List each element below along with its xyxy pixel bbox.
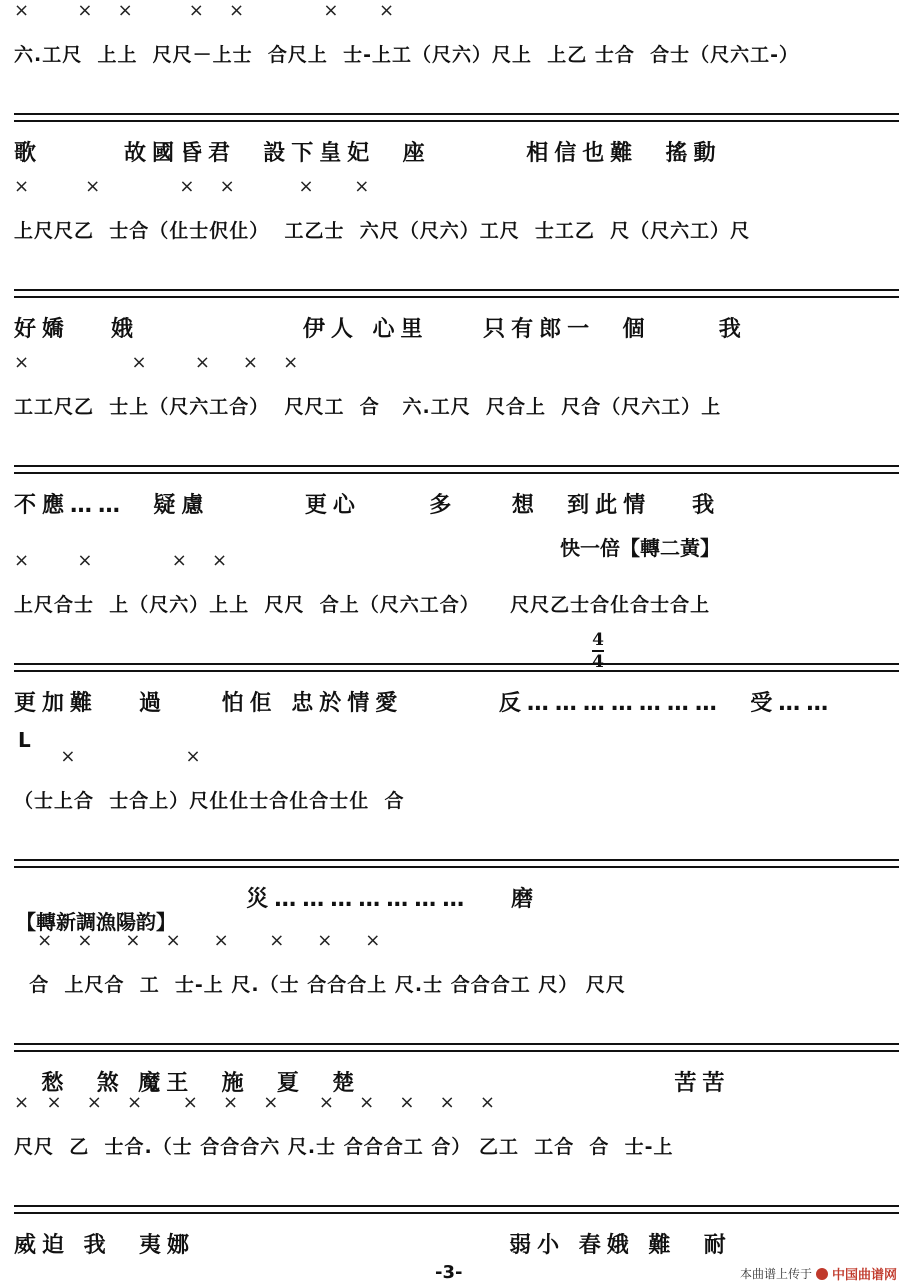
underline-beams bbox=[14, 663, 899, 672]
corner-mark: L bbox=[18, 728, 31, 752]
score-row-6 bbox=[14, 930, 899, 1096]
gongche-notation: 尺尺 乙 士合.（士 合合合六 尺.士 合合合工 合） 乙工 工合 合 士-上 bbox=[14, 1136, 674, 1158]
beat-marks: × × × × × × × × bbox=[14, 930, 383, 951]
underline-beams bbox=[14, 289, 899, 298]
beat-marks: × × × × × bbox=[14, 352, 301, 373]
lyrics-line: 不應…… 疑慮 更心 多 想 到此情 我 bbox=[14, 493, 721, 518]
score-row-7 bbox=[14, 1092, 899, 1257]
lyrics-line: 愁 煞 魔王 施 夏 楚 苦苦 bbox=[14, 1071, 731, 1096]
tune-change-marker: 【轉新調漁陽韵】 bbox=[16, 910, 176, 934]
score-row-4 bbox=[14, 550, 899, 730]
jianpu-notation bbox=[14, 636, 899, 678]
lyrics-line: 好嬌 娥 伊人 心里 只有郎一 個 我 bbox=[14, 317, 747, 342]
jianpu-notation bbox=[14, 262, 899, 304]
score-row-5 bbox=[14, 746, 899, 912]
underline-beams bbox=[14, 113, 899, 122]
lyrics-line: 歌 故國昏君 設下皇妃 座 相信也難 搖動 bbox=[14, 141, 722, 166]
tempo-marker: 快一倍【轉二黃】 bbox=[560, 536, 720, 560]
lyrics-line: 更加難 過 怕佢 忠於情愛 反………………… 受…… bbox=[14, 691, 835, 716]
time-signature-4-4: 4 4 bbox=[592, 630, 604, 672]
underline-beams bbox=[14, 465, 899, 474]
underline-beams bbox=[14, 1205, 899, 1214]
page-number: -3- bbox=[435, 1262, 463, 1283]
footer-text: 本曲谱上传于 bbox=[739, 1267, 812, 1281]
beat-marks: × × × × × × bbox=[14, 176, 372, 197]
lyrics-line: 威迫 我 夷娜 弱小 春娥 難 耐 bbox=[14, 1233, 732, 1258]
jianpu-notation bbox=[14, 1016, 899, 1058]
lyrics-line: 災………………… 磨 bbox=[14, 887, 540, 912]
beat-marks: × × × × × × × bbox=[14, 0, 397, 21]
footer-attribution bbox=[740, 1264, 897, 1283]
site-name[interactable]: 中国曲谱网 bbox=[831, 1268, 897, 1283]
gongche-notation: 六.工尺 上上 尺尺－上士 合尺上 士-上工（尺六）尺上 上乙 士合 合士（尺六工-） bbox=[14, 44, 799, 66]
beat-marks: × × bbox=[14, 746, 203, 767]
beat-marks: × × × × bbox=[14, 550, 230, 571]
jianpu-notation bbox=[14, 832, 899, 874]
gongche-notation: 合 上尺合 工 士-上 尺.（士 合合合上 尺.士 合合合工 尺） 尺尺 bbox=[14, 974, 626, 996]
jianpu-notation bbox=[14, 438, 899, 480]
score-row-3 bbox=[14, 352, 899, 532]
gongche-notation: 上尺尺乙 士合（仩士伬仩） 工乙士 六尺（尺六）工尺 士工乙 尺（尺六工）尺 bbox=[14, 220, 751, 242]
jianpu-notation bbox=[14, 86, 899, 128]
gongche-notation: 上尺合士 上（尺六）上上 尺尺 合上（尺六工合） 尺尺乙士合仩合士合上 bbox=[14, 594, 711, 616]
score-row-1 bbox=[14, 0, 899, 180]
underline-beams bbox=[14, 859, 899, 868]
gongche-notation: 工工尺乙 士上（尺六工合） 尺尺工 合 六.工尺 尺合上 尺合（尺六工）上 bbox=[14, 396, 722, 418]
underline-beams bbox=[14, 1043, 899, 1052]
jianpu-notation bbox=[14, 1178, 899, 1220]
site-logo-icon bbox=[816, 1268, 828, 1280]
score-row-2 bbox=[14, 176, 899, 356]
gongche-notation: （士上合 士合上）尺仩仩士合仩合士仩 合 bbox=[14, 790, 405, 812]
beat-marks: × × × × × × × × × × × × bbox=[14, 1092, 497, 1113]
